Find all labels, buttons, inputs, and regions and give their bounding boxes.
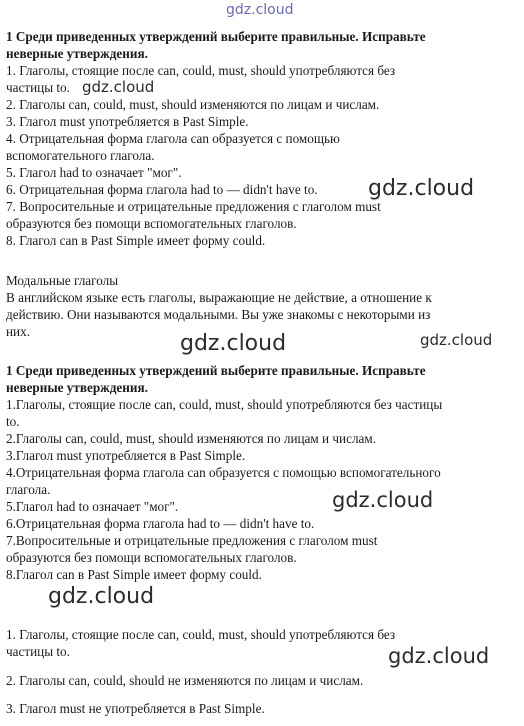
exercise-block-2 [6,362,516,583]
statement-line: 4.Отрицательная форма глагола can образуется с помощью вспомогательного [6,465,441,480]
statement-line: 2.Глаголы can, could, must, should изменяются по лицам и числам. [6,431,377,446]
watermark-logo: gdz.cloud [180,331,287,356]
exercise-title-line: неверные утверждения. [6,380,148,395]
statement-line: 8. Глагол can в Past Simple имеет форму could. [6,233,266,248]
statement-line: 1. Глаголы, стоящие после can, could, must, should употребляются без [6,63,396,78]
modal-verbs-block [6,272,516,340]
statement-line: 6.Отрицательная форма глагола had to — didn't have to. [6,516,315,531]
exercise-block-1 [6,28,516,249]
watermark-logo: gdz.cloud [388,644,490,668]
statement-line: образуются без помощи вспомогательных глаголов. [6,550,297,565]
answer-line: 3. Глагол must не употребляется в Past Simple. [6,701,265,716]
statement-line: 2. Глаголы can, could, must, should изменяются по лицам и числам. [6,97,380,112]
statement-line: 1.Глаголы, стоящие после can, could, must, should употребляются без частицы [6,397,443,412]
exercise-title-line: неверные утверждения. [6,46,148,61]
exercise-title-line: 1 Среди приведенных утверждений выберите правильные. Исправьте [6,29,426,44]
answers-block [6,700,516,717]
statement-line: образуются без помощи вспомогательных глаголов. [6,216,297,231]
watermark-logo: gdz.cloud [226,2,294,18]
statement-line: 7. Вопросительные и отрицательные предложения с глаголом must [6,199,381,214]
statement-line: вспомогательного глагола. [6,148,155,163]
answers-block [6,672,516,689]
statement-line: 3. Глагол must употребляется в Past Simple. [6,114,249,129]
statement-line: 5. Глагол had to означает "мог". [6,165,182,180]
statement-line: 8.Глагол can в Past Simple имеет форму could. [6,567,262,582]
paragraph-line: них. [6,324,31,339]
answer-line: 1. Глаголы, стоящие после can, could, must, should употребляются без [6,627,396,642]
statement-line: to. [6,414,20,429]
statement-line: 3.Глагол must употребляется в Past Simple. [6,448,246,463]
section-heading: Модальные глаголы [6,273,119,288]
answer-line: 2. Глаголы can, could, should не изменяются по лицам и числам. [6,673,364,688]
statement-line: частицы to. [6,80,70,95]
statement-line: 7.Вопросительные и отрицательные предложения с глаголом must [6,533,378,548]
exercise-title-line: 1 Среди приведенных утверждений выберите правильные. Исправьте [6,363,426,378]
statement-line: 6. Отрицательная форма глагола had to — didn't have to. [6,182,318,197]
watermark-logo: gdz.cloud [82,78,155,96]
statement-line: 5.Глагол had to означает "мог". [6,499,179,514]
statement-line: глагола. [6,482,51,497]
watermark-logo: gdz.cloud [420,331,493,349]
watermark-logo: gdz.cloud [48,584,155,609]
watermark-logo: gdz.cloud [332,488,434,512]
paragraph-line: действию. Они называются модальными. Вы уже знакомы с некоторыми из [6,307,431,322]
statement-line: 4. Отрицательная форма глагола can образуется с помощью [6,131,340,146]
answer-line: частицы to. [6,644,70,659]
paragraph-line: В английском языке есть глаголы, выражающие не действие, а отношение к [6,290,432,305]
watermark-logo: gdz.cloud [368,176,475,201]
